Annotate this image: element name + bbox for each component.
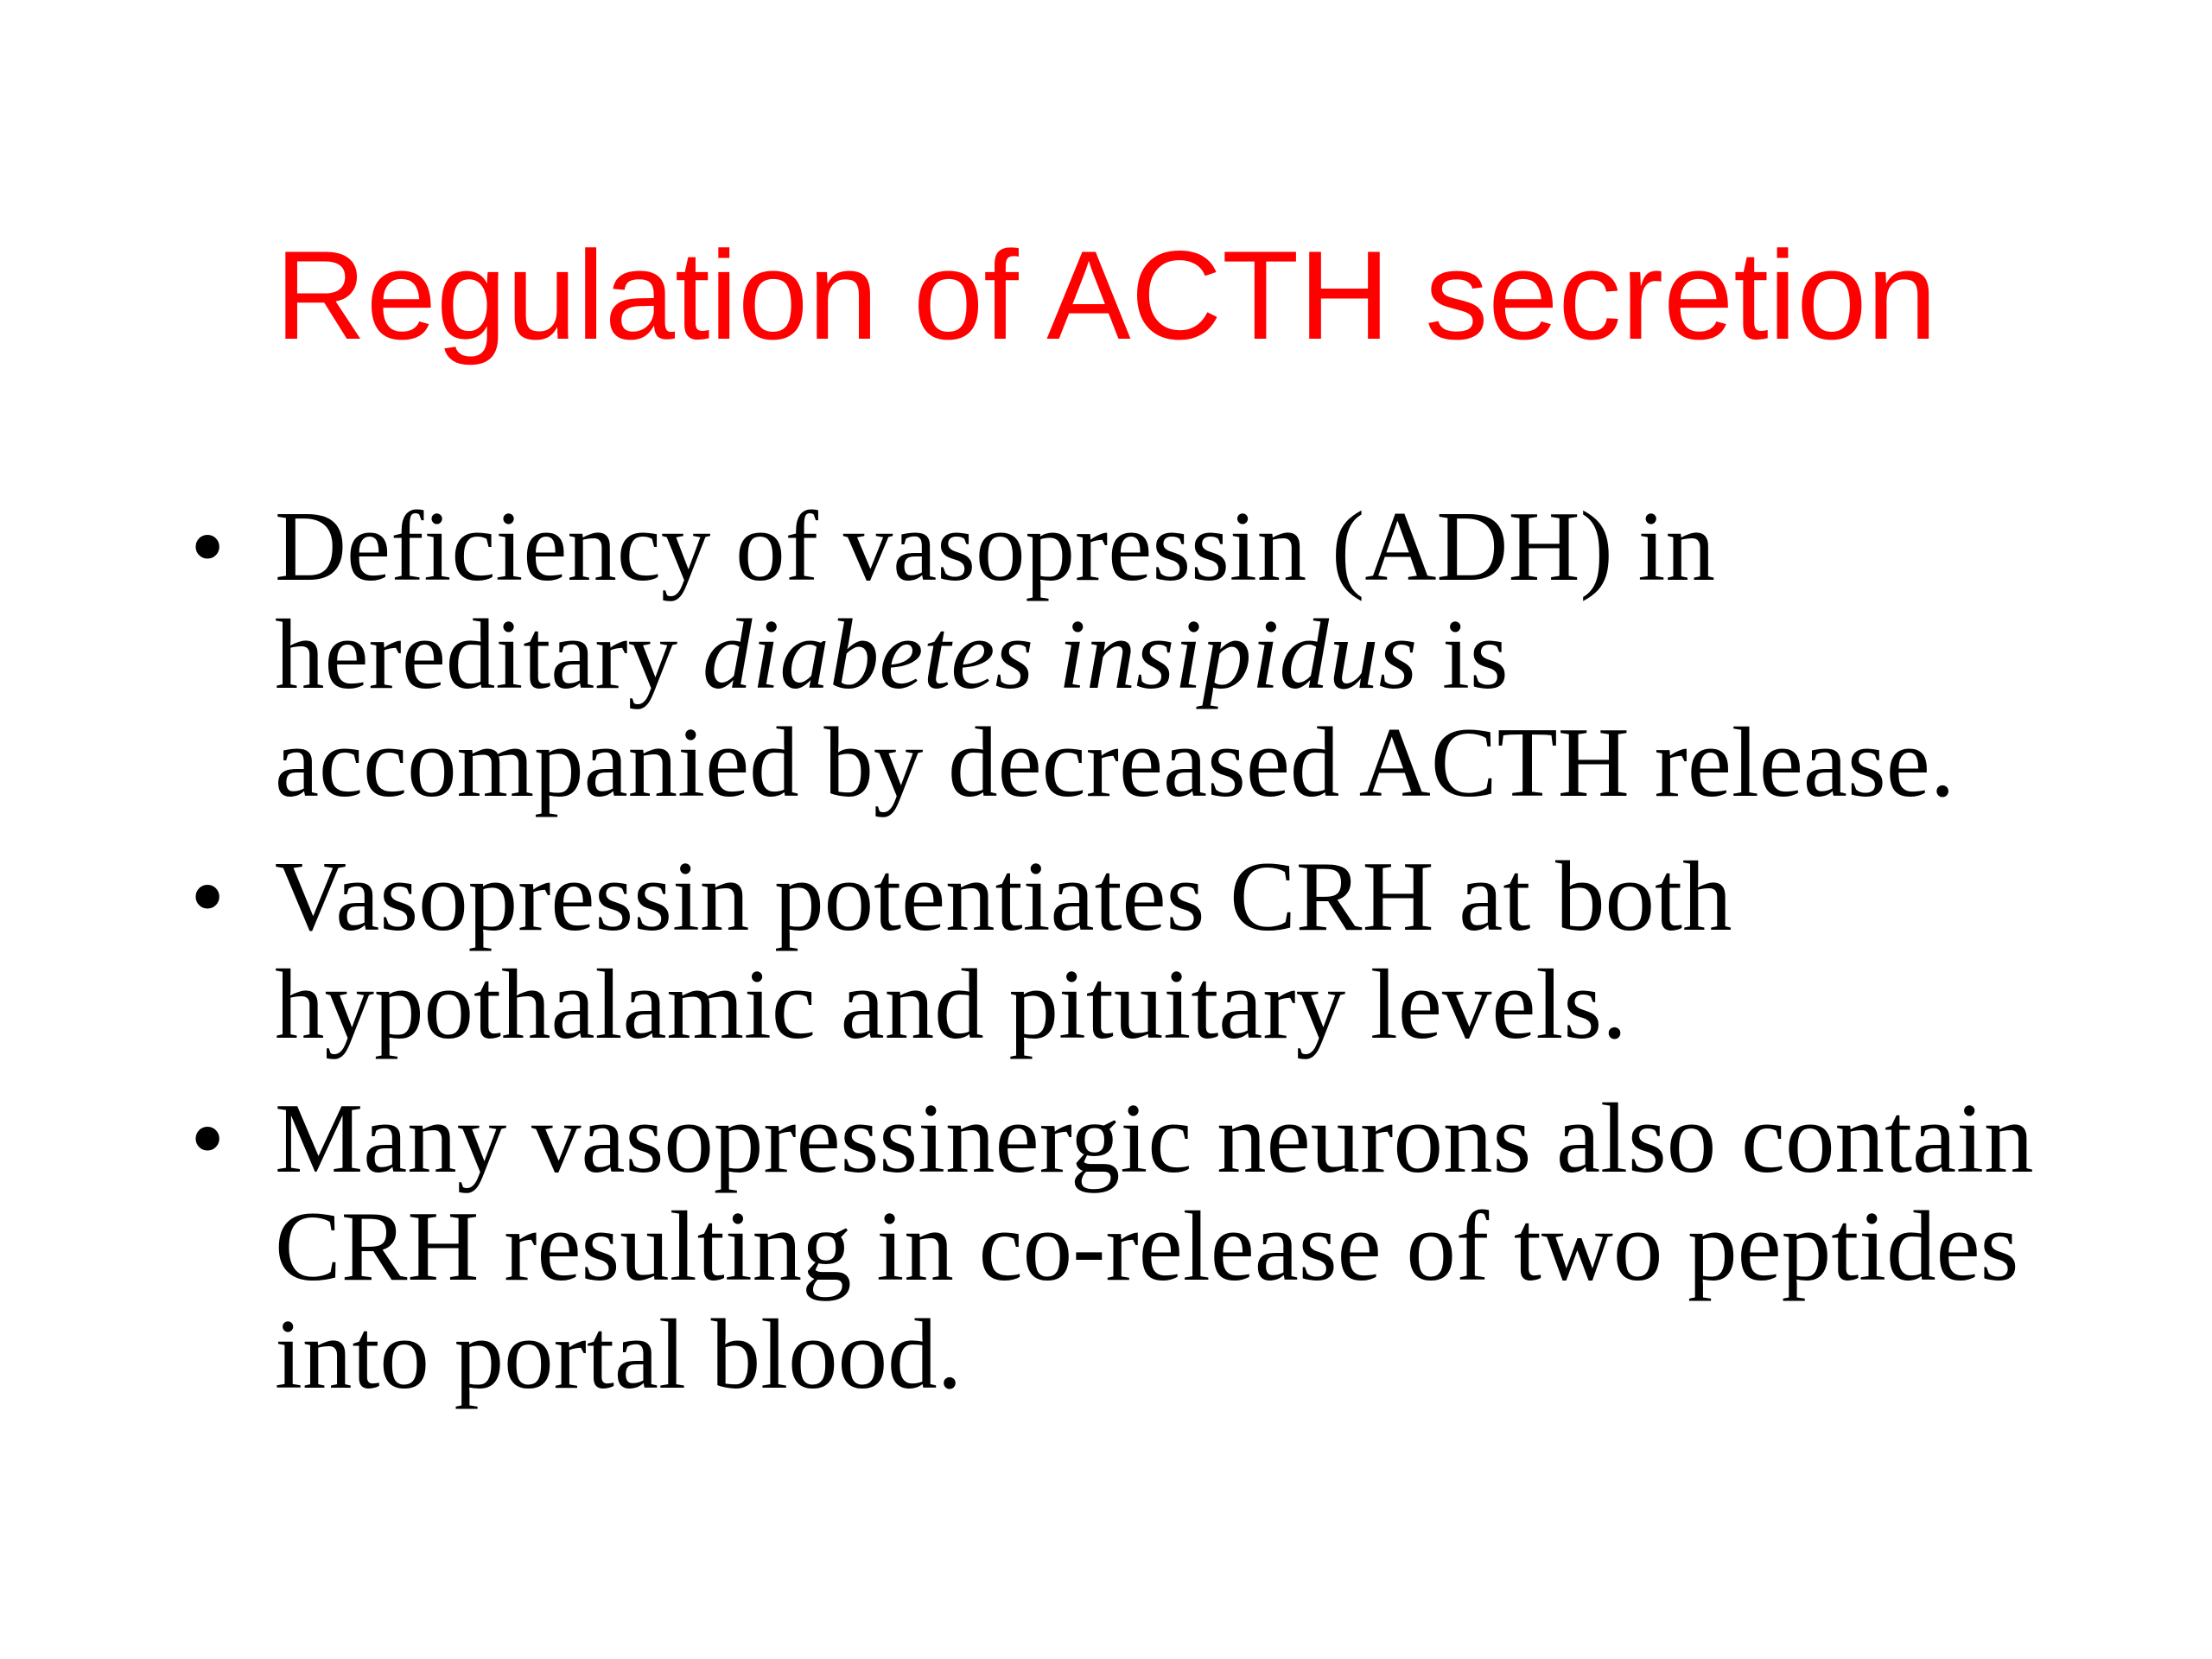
bullet-text: hereditary: [275, 600, 702, 709]
bullet-item-co-release: [0, 1084, 2089, 1408]
slide-title: Regulation of ACTH secretion: [275, 225, 1937, 365]
bullet-line: into portal blood.: [275, 1300, 963, 1409]
bullet-line: accompanied by decreased ACTH release.: [275, 708, 1955, 817]
bullet-icon: •: [190, 842, 226, 951]
bullet-list: [0, 493, 2212, 1434]
bullet-item-crh-potentiation: [0, 842, 2089, 1058]
bullet-line: [275, 601, 2089, 709]
bullet-line: Vasopressin potentiates CRH at both: [275, 842, 1732, 951]
bullet-line: hypothalamic and pituitary levels.: [275, 950, 1627, 1059]
bullet-line: CRH resulting in co-release of two peptides: [275, 1192, 2019, 1301]
bullet-line: Many vasopressinergic neurons also contain: [275, 1084, 2034, 1193]
bullet-item-vasopressin-deficiency: [0, 493, 2089, 817]
bullet-line: Deficiency of vasopressin (ADH) in: [275, 492, 1715, 601]
bullet-text: is: [1417, 600, 1509, 709]
italic-term: diabetes insipidus: [702, 600, 1418, 709]
bullet-icon: •: [190, 492, 226, 601]
bullet-icon: •: [190, 1084, 226, 1193]
